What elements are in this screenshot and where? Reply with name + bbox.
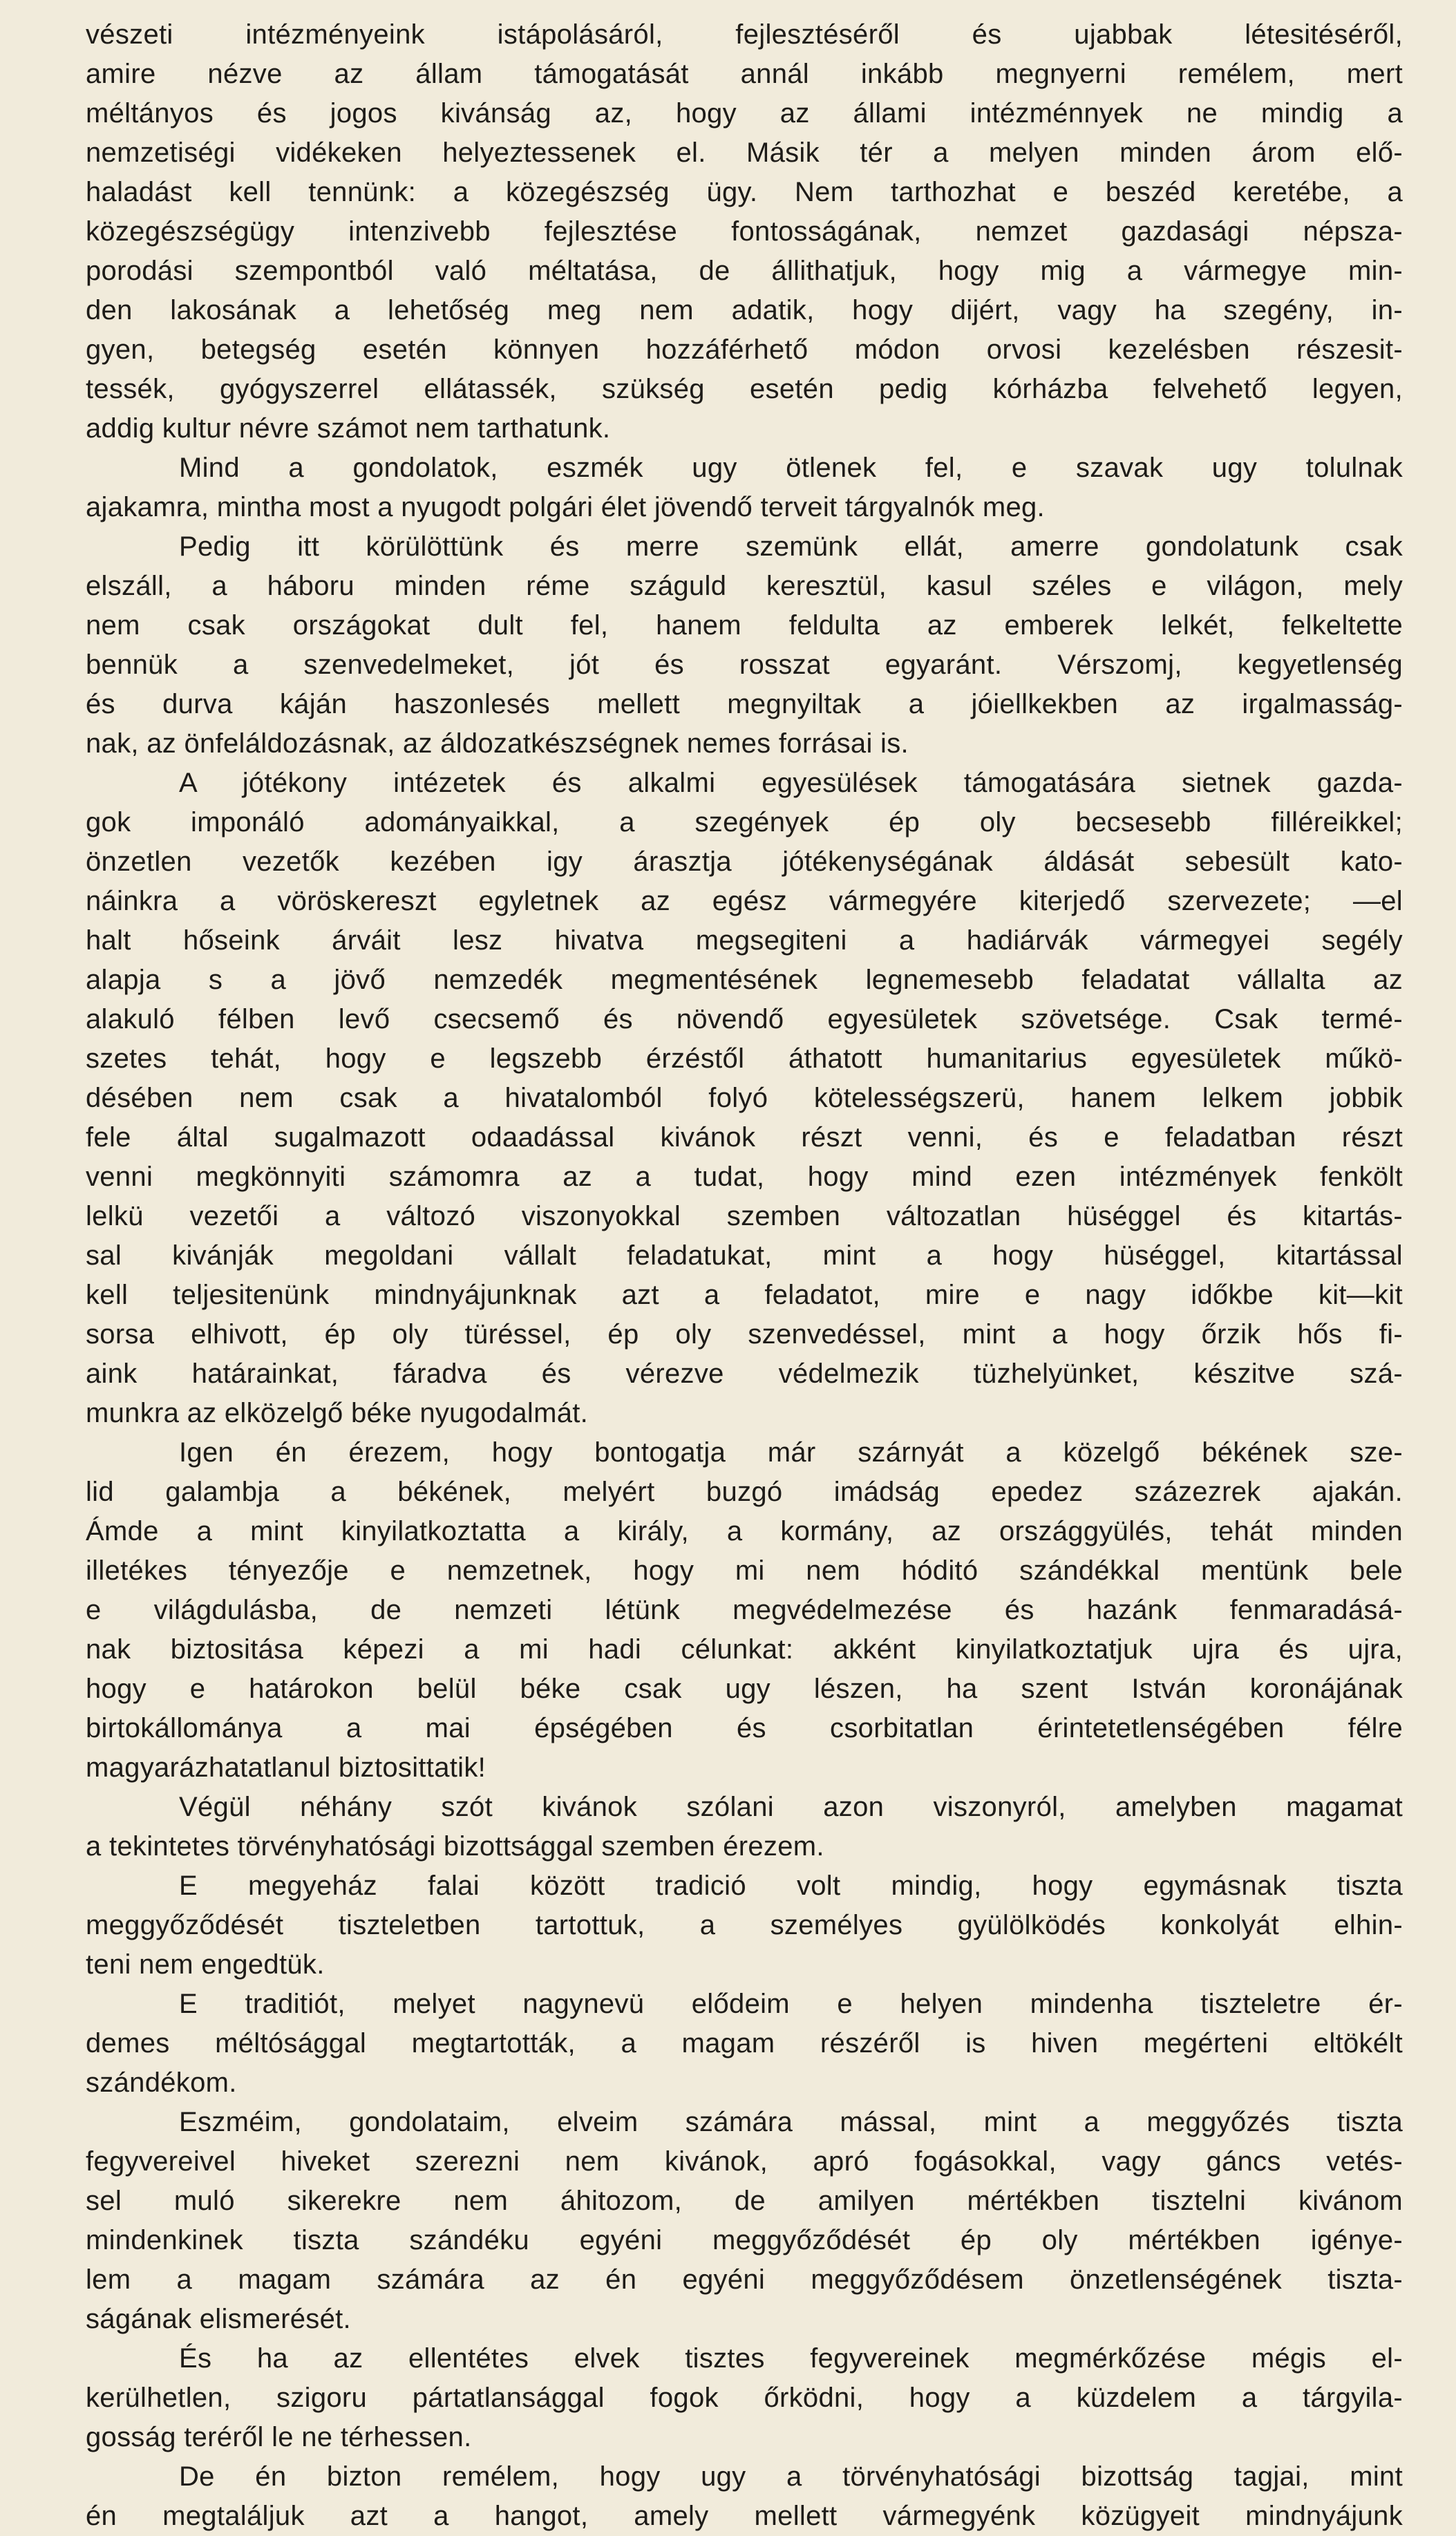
text-line: lid galambja a békének, melyért buzgó imádság epedez százezrek ajakán. [86, 1477, 1403, 1507]
text-line: ajakamra, mintha most a nyugodt polgári élet jövendő terveit tárgyalnók meg. [86, 492, 1045, 522]
text-line: mindenkinek tiszta szándéku egyéni meggyőződését ép oly mértékben igénye- [86, 2225, 1403, 2255]
text-line: méltányos és jogos kivánság az, hogy az állami intézménnyek ne mindig a [86, 98, 1403, 129]
text-line: nem csak országokat dult fel, hanem feldulta az emberek lelkét, felkeltette [86, 610, 1403, 641]
text-line: vészeti intézményeink istápolásáról, fejlesztéséről és ujabbak létesitéséről, [86, 19, 1403, 50]
text-line: önzetlen vezetők kezében igy árasztja jótékenységának áldását sebesült kato- [86, 846, 1403, 877]
text-line: teni nem engedtük. [86, 1949, 325, 1980]
text-line: magyarázhatatlanul biztosittatik! [86, 1752, 486, 1783]
text-line: tessék, gyógyszerrel ellátassék, szükség esetén pedig kórházba felvehető legyen, [86, 374, 1403, 404]
text-line: szetes tehát, hogy e legszebb érzéstől áthatott humanitarius egyesületek műkö- [86, 1043, 1403, 1074]
text-line: A jótékony intézetek és alkalmi egyesülések támogatására sietnek gazda- [179, 768, 1403, 798]
text-line: addig kultur névre számot nem tarthatunk. [86, 413, 611, 444]
text-line: kell teljesitenünk mindnyájunknak azt a feladatot, mire e nagy időkbe kit—kit [86, 1280, 1403, 1310]
text-line: Eszméim, gondolataim, elveim számára mással, mint a meggyőzés tiszta [179, 2107, 1403, 2137]
text-line: bennük a szenvedelmeket, jót és rosszat egyaránt. Vérszomj, kegyetlenség [86, 650, 1403, 680]
text-line: e világdulásba, de nemzeti létünk megvédelmezése és hazánk fenmaradásá- [86, 1595, 1403, 1625]
text-line: aink határainkat, fáradva és vérezve védelmezik tüzhelyünket, készitve szá- [86, 1359, 1403, 1389]
text-line: amire nézve az állam támogatását annál inkább megnyerni remélem, mert [86, 59, 1403, 89]
text-line: désében nem csak a hivatalomból folyó kötelességszerü, hanem lelkem jobbik [86, 1083, 1403, 1113]
text-line: E megyeház falai között tradició volt mindig, hogy egymásnak tiszta [179, 1871, 1403, 1901]
text-line: haladást kell tennünk: a közegészség ügy. Nem tarthozhat e beszéd keretébe, a [86, 177, 1403, 207]
text-line: lem a magam számára az én egyéni meggyőződésem önzetlenségének tiszta- [86, 2264, 1403, 2295]
text-line: közegészségügy intenzivebb fejlesztése fontosságának, nemzet gazdasági népsza- [86, 216, 1403, 247]
text-line: szándékom. [86, 2067, 237, 2098]
text-line: porodási szempontból való méltatása, de állithatjuk, hogy mig a vármegye min- [86, 256, 1403, 286]
text-line: halt hőseink árváit lesz hivatva megsegiteni a hadiárvák vármegyei segély [86, 925, 1403, 956]
text-line: den lakosának a lehetőség meg nem adatik, hogy dijért, vagy ha szegény, in- [86, 295, 1403, 325]
text-line: E traditiót, melyet nagynevü elődeim e helyen mindenha tiszteletre ér- [179, 1989, 1403, 2019]
text-line: én megtaláljuk azt a hangot, amely mellett vármegyénk közügyeit mindnyájunk [86, 2501, 1403, 2531]
text-line: sal kivánják megoldani vállalt feladatukat, mint a hogy hüséggel, kitartással [86, 1240, 1403, 1271]
text-line: Mind a gondolatok, eszmék ugy ötlenek fel, e szavak ugy tolulnak [179, 453, 1403, 483]
text-line: De én bizton remélem, hogy ugy a törvényhatósági bizottság tagjai, mint [179, 2461, 1403, 2492]
text-line: fegyvereivel hiveket szerezni nem kivánok, apró fogásokkal, vagy gáncs vetés- [86, 2146, 1403, 2177]
text-line: Ámde a mint kinyilatkoztatta a király, a kormány, az országgyülés, tehát minden [86, 1516, 1403, 1546]
text-line: hogy e határokon belül béke csak ugy lészen, ha szent István koronájának [86, 1674, 1403, 1704]
text-line: illetékes tényezője e nemzetnek, hogy mi nem hóditó szándékkal mentünk bele [86, 1555, 1403, 1586]
text-line: náinkra a vöröskereszt egyletnek az egész vármegyére kiterjedő szervezete; —el [86, 886, 1403, 916]
text-line: fele által sugalmazott odaadással kivánok részt venni, és e feladatban részt [86, 1122, 1403, 1153]
text-line: És ha az ellentétes elvek tisztes fegyvereinek megmérkőzése mégis el- [179, 2343, 1403, 2374]
text-line: Végül néhány szót kivánok szólani azon viszonyról, amelyben magamat [179, 1792, 1403, 1822]
text-line: gyen, betegség esetén könnyen hozzáférhető módon orvosi kezelésben részesit- [86, 334, 1403, 365]
text-line: ságának elismerését. [86, 2304, 351, 2334]
text-line: nemzetiségi vidékeken helyeztessenek el. Másik tér a melyen minden árom elő- [86, 138, 1403, 168]
text-line: munkra az elközelgő béke nyugodalmát. [86, 1398, 589, 1428]
text-line: elszáll, a háboru minden réme száguld keresztül, kasul széles e világon, mely [86, 571, 1403, 601]
text-line: meggyőződését tiszteletben tartottuk, a személyes gyülölködés konkolyát elhin- [86, 1910, 1403, 1940]
text-line: birtokállománya a mai épségében és csorbitatlan érintetetlenségében félre [86, 1713, 1403, 1743]
text-line: nak, az önfeláldozásnak, az áldozatkészségnek nemes forrásai is. [86, 728, 909, 759]
text-line: venni megkönnyiti számomra az a tudat, hogy mind ezen intézmények fenkölt [86, 1162, 1403, 1192]
text-line: gosság teréről le ne térhessen. [86, 2422, 472, 2452]
text-line: gok imponáló adományaikkal, a szegények ép oly becsesebb filléreikkel; [86, 807, 1403, 838]
text-line: sel muló sikerekre nem áhitozom, de amilyen mértékben tisztelni kivánom [86, 2186, 1403, 2216]
text-line: Pedig itt körülöttünk és merre szemünk ellát, amerre gondolatunk csak [179, 531, 1403, 562]
text-line: kerülhetlen, szigoru pártatlansággal fogok őrködni, hogy a küzdelem a tárgyila- [86, 2383, 1403, 2413]
text-line: alakuló félben levő csecsemő és növendő egyesületek szövetsége. Csak termé- [86, 1004, 1403, 1034]
text-line: alapja s a jövő nemzedék megmentésének legnemesebb feladatat vállalta az [86, 965, 1403, 995]
text-line: sorsa elhivott, ép oly türéssel, ép oly szenvedéssel, mint a hogy őrzik hős fi- [86, 1319, 1403, 1350]
text-line: demes méltósággal megtartották, a magam részéről is hiven megérteni eltökélt [86, 2028, 1403, 2059]
body-text [86, 15, 1403, 2536]
text-line: a tekintetes törvényhatósági bizottsággal szemben érezem. [86, 1831, 824, 1862]
text-line: és durva káján haszonlesés mellett megnyiltak a jóiellkekben az irgalmasság- [86, 689, 1403, 719]
text-line: nak biztositása képezi a mi hadi célunkat: akként kinyilatkoztatjuk ujra és ujra, [86, 1634, 1403, 1665]
text-line: Igen én érezem, hogy bontogatja már szárnyát a közelgő békének sze- [179, 1437, 1403, 1468]
text-line: lelkü vezetői a változó viszonyokkal szemben változatlan hüséggel és kitartás- [86, 1201, 1403, 1231]
